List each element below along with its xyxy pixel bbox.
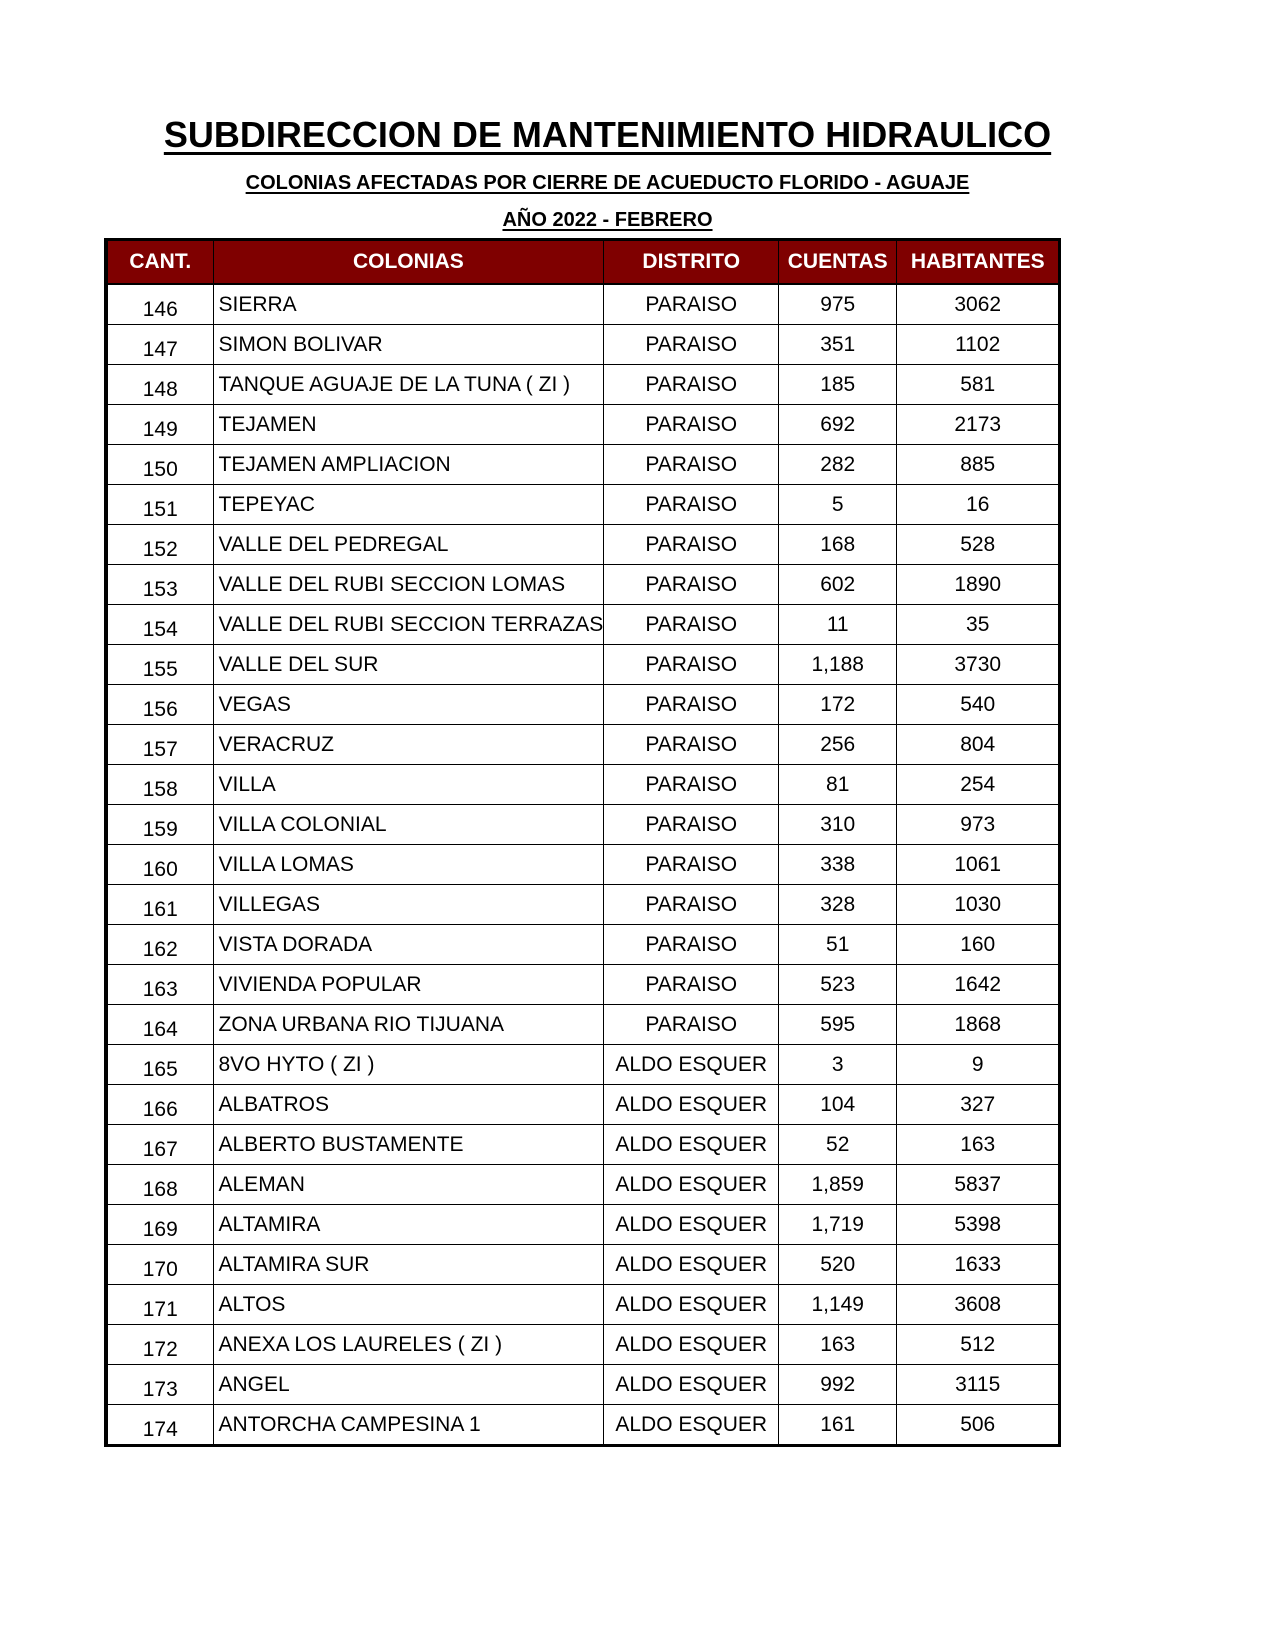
table-row — [106, 365, 1060, 405]
cell-cuentas: 1,719 — [779, 1205, 897, 1245]
cell-colonia: ALBERTO BUSTAMENTE — [213, 1125, 604, 1165]
table-row — [106, 1165, 1060, 1205]
cell-cant: 164 — [106, 1005, 213, 1045]
cell-cuentas: 5 — [779, 485, 897, 525]
table-row — [106, 1405, 1060, 1446]
cell-distrito: PARAISO — [604, 965, 779, 1005]
cell-habitantes: 512 — [897, 1325, 1060, 1365]
cell-cant: 158 — [106, 765, 213, 805]
cell-habitantes: 9 — [897, 1045, 1060, 1085]
table-row — [106, 284, 1060, 325]
table-row — [106, 565, 1060, 605]
table-row — [106, 1085, 1060, 1125]
cell-colonia: SIMON BOLIVAR — [213, 325, 604, 365]
cell-cant: 160 — [106, 845, 213, 885]
cell-cuentas: 52 — [779, 1125, 897, 1165]
cell-cant: 151 — [106, 485, 213, 525]
cell-distrito: PARAISO — [604, 365, 779, 405]
table-row — [106, 965, 1060, 1005]
cell-distrito: ALDO ESQUER — [604, 1405, 779, 1446]
cell-cant: 150 — [106, 445, 213, 485]
cell-cant: 172 — [106, 1325, 213, 1365]
cell-distrito: PARAISO — [604, 485, 779, 525]
table-row — [106, 725, 1060, 765]
column-header-colonias: COLONIAS — [213, 240, 604, 285]
cell-cant: 170 — [106, 1245, 213, 1285]
cell-colonia: VILLA LOMAS — [213, 845, 604, 885]
cell-colonia: VILLA — [213, 765, 604, 805]
cell-cuentas: 3 — [779, 1045, 897, 1085]
cell-distrito: PARAISO — [604, 525, 779, 565]
cell-habitantes: 885 — [897, 445, 1060, 485]
cell-distrito: PARAISO — [604, 565, 779, 605]
cell-colonia: VALLE DEL PEDREGAL — [213, 525, 604, 565]
cell-distrito: ALDO ESQUER — [604, 1285, 779, 1325]
cell-cuentas: 256 — [779, 725, 897, 765]
cell-cuentas: 520 — [779, 1245, 897, 1285]
table-row — [106, 1205, 1060, 1245]
cell-habitantes: 1030 — [897, 885, 1060, 925]
page-title: SUBDIRECCION DE MANTENIMIENTO HIDRAULICO — [163, 114, 1052, 155]
table-row — [106, 885, 1060, 925]
cell-cuentas: 975 — [779, 284, 897, 325]
cell-cant: 173 — [106, 1365, 213, 1405]
cell-colonia: ALTAMIRA — [213, 1205, 604, 1245]
cell-colonia: ALTOS — [213, 1285, 604, 1325]
cell-colonia: ANTORCHA CAMPESINA 1 — [213, 1405, 604, 1446]
table-row — [106, 1045, 1060, 1085]
cell-colonia: VERACRUZ — [213, 725, 604, 765]
table-row — [106, 765, 1060, 805]
cell-colonia: VIVIENDA POPULAR — [213, 965, 604, 1005]
cell-cant: 167 — [106, 1125, 213, 1165]
cell-distrito: PARAISO — [604, 885, 779, 925]
table-row — [106, 445, 1060, 485]
cell-habitantes: 163 — [897, 1125, 1060, 1165]
cell-habitantes: 3115 — [897, 1365, 1060, 1405]
table-row — [106, 405, 1060, 445]
cell-cant: 166 — [106, 1085, 213, 1125]
cell-cant: 146 — [106, 284, 213, 325]
table-row — [106, 485, 1060, 525]
cell-distrito: PARAISO — [604, 605, 779, 645]
column-header-habitantes: HABITANTES — [897, 240, 1060, 285]
cell-habitantes: 1642 — [897, 965, 1060, 1005]
colonias-table — [104, 238, 1061, 1447]
cell-colonia: ALTAMIRA SUR — [213, 1245, 604, 1285]
period-label: AÑO 2022 - FEBRERO — [502, 209, 713, 231]
cell-habitantes: 1633 — [897, 1245, 1060, 1285]
cell-cuentas: 351 — [779, 325, 897, 365]
cell-cuentas: 338 — [779, 845, 897, 885]
table-row — [106, 1325, 1060, 1365]
table-row — [106, 845, 1060, 885]
cell-distrito: ALDO ESQUER — [604, 1085, 779, 1125]
cell-habitantes: 254 — [897, 765, 1060, 805]
cell-distrito: PARAISO — [604, 405, 779, 445]
cell-colonia: VEGAS — [213, 685, 604, 725]
table-row — [106, 1285, 1060, 1325]
header-row — [106, 240, 1060, 285]
table-row — [106, 525, 1060, 565]
cell-habitantes: 973 — [897, 805, 1060, 845]
cell-cant: 148 — [106, 365, 213, 405]
cell-habitantes: 5398 — [897, 1205, 1060, 1245]
cell-habitantes: 3730 — [897, 645, 1060, 685]
cell-cuentas: 104 — [779, 1085, 897, 1125]
cell-colonia: VALLE DEL RUBI SECCION TERRAZAS — [213, 605, 604, 645]
cell-habitantes: 1890 — [897, 565, 1060, 605]
cell-cuentas: 310 — [779, 805, 897, 845]
cell-colonia: TANQUE AGUAJE DE LA TUNA ( ZI ) — [213, 365, 604, 405]
cell-cuentas: 1,149 — [779, 1285, 897, 1325]
cell-distrito: PARAISO — [604, 925, 779, 965]
cell-cuentas: 172 — [779, 685, 897, 725]
table-row — [106, 1365, 1060, 1405]
cell-distrito: PARAISO — [604, 284, 779, 325]
cell-cuentas: 1,859 — [779, 1165, 897, 1205]
cell-distrito: PARAISO — [604, 685, 779, 725]
cell-habitantes: 804 — [897, 725, 1060, 765]
cell-cant: 155 — [106, 645, 213, 685]
cell-colonia: ANGEL — [213, 1365, 604, 1405]
cell-habitantes: 2173 — [897, 405, 1060, 445]
cell-cuentas: 602 — [779, 565, 897, 605]
table-header — [106, 240, 1060, 285]
cell-cuentas: 81 — [779, 765, 897, 805]
cell-cant: 171 — [106, 1285, 213, 1325]
cell-colonia: VILLEGAS — [213, 885, 604, 925]
cell-distrito: ALDO ESQUER — [604, 1125, 779, 1165]
cell-cant: 149 — [106, 405, 213, 445]
cell-distrito: ALDO ESQUER — [604, 1205, 779, 1245]
cell-habitantes: 3608 — [897, 1285, 1060, 1325]
cell-cuentas: 523 — [779, 965, 897, 1005]
table-row — [106, 1005, 1060, 1045]
cell-cant: 163 — [106, 965, 213, 1005]
column-header-cant: CANT. — [106, 240, 213, 285]
cell-cuentas: 328 — [779, 885, 897, 925]
table-body — [106, 284, 1060, 1446]
table-row — [106, 605, 1060, 645]
cell-cuentas: 595 — [779, 1005, 897, 1045]
cell-cant: 169 — [106, 1205, 213, 1245]
cell-cant: 156 — [106, 685, 213, 725]
cell-distrito: PARAISO — [604, 325, 779, 365]
cell-colonia: ALBATROS — [213, 1085, 604, 1125]
cell-cant: 157 — [106, 725, 213, 765]
cell-distrito: PARAISO — [604, 645, 779, 685]
cell-cuentas: 692 — [779, 405, 897, 445]
cell-cant: 165 — [106, 1045, 213, 1085]
cell-distrito: ALDO ESQUER — [604, 1325, 779, 1365]
cell-distrito: ALDO ESQUER — [604, 1365, 779, 1405]
cell-cuentas: 282 — [779, 445, 897, 485]
cell-cuentas: 161 — [779, 1405, 897, 1446]
cell-habitantes: 506 — [897, 1405, 1060, 1446]
table-row — [106, 645, 1060, 685]
cell-colonia: ZONA URBANA RIO TIJUANA — [213, 1005, 604, 1045]
cell-cant: 159 — [106, 805, 213, 845]
cell-colonia: SIERRA — [213, 284, 604, 325]
cell-cant: 154 — [106, 605, 213, 645]
cell-colonia: VALLE DEL RUBI SECCION LOMAS — [213, 565, 604, 605]
table-row — [106, 325, 1060, 365]
cell-distrito: PARAISO — [604, 845, 779, 885]
cell-distrito: PARAISO — [604, 445, 779, 485]
cell-habitantes: 16 — [897, 485, 1060, 525]
cell-habitantes: 528 — [897, 525, 1060, 565]
cell-colonia: VALLE DEL SUR — [213, 645, 604, 685]
page-subtitle: COLONIAS AFECTADAS POR CIERRE DE ACUEDUCTO FLORIDO - AGUAJE — [245, 172, 970, 194]
cell-distrito: PARAISO — [604, 805, 779, 845]
cell-cuentas: 168 — [779, 525, 897, 565]
cell-distrito: ALDO ESQUER — [604, 1165, 779, 1205]
cell-distrito: ALDO ESQUER — [604, 1245, 779, 1285]
cell-cuentas: 185 — [779, 365, 897, 405]
cell-habitantes: 1868 — [897, 1005, 1060, 1045]
table-row — [106, 925, 1060, 965]
table-row — [106, 685, 1060, 725]
cell-cant: 161 — [106, 885, 213, 925]
cell-distrito: PARAISO — [604, 1005, 779, 1045]
cell-colonia: TEJAMEN AMPLIACION — [213, 445, 604, 485]
cell-cuentas: 992 — [779, 1365, 897, 1405]
cell-colonia: TEPEYAC — [213, 485, 604, 525]
cell-cant: 147 — [106, 325, 213, 365]
table-row — [106, 805, 1060, 845]
cell-habitantes: 1061 — [897, 845, 1060, 885]
cell-cuentas: 1,188 — [779, 645, 897, 685]
cell-habitantes: 581 — [897, 365, 1060, 405]
cell-cuentas: 163 — [779, 1325, 897, 1365]
cell-cuentas: 51 — [779, 925, 897, 965]
cell-distrito: PARAISO — [604, 765, 779, 805]
cell-cant: 174 — [106, 1405, 213, 1446]
cell-cant: 162 — [106, 925, 213, 965]
cell-habitantes: 5837 — [897, 1165, 1060, 1205]
cell-cant: 168 — [106, 1165, 213, 1205]
cell-habitantes: 1102 — [897, 325, 1060, 365]
table-row — [106, 1125, 1060, 1165]
cell-habitantes: 160 — [897, 925, 1060, 965]
column-header-cuentas: CUENTAS — [779, 240, 897, 285]
table-row — [106, 1245, 1060, 1285]
cell-colonia: ALEMAN — [213, 1165, 604, 1205]
cell-colonia: ANEXA LOS LAURELES ( ZI ) — [213, 1325, 604, 1365]
cell-distrito: ALDO ESQUER — [604, 1045, 779, 1085]
cell-colonia: VILLA COLONIAL — [213, 805, 604, 845]
column-header-distrito: DISTRITO — [604, 240, 779, 285]
cell-habitantes: 540 — [897, 685, 1060, 725]
cell-habitantes: 3062 — [897, 284, 1060, 325]
cell-colonia: VISTA DORADA — [213, 925, 604, 965]
cell-cant: 153 — [106, 565, 213, 605]
cell-cant: 152 — [106, 525, 213, 565]
cell-cuentas: 11 — [779, 605, 897, 645]
cell-distrito: PARAISO — [604, 725, 779, 765]
cell-colonia: 8VO HYTO ( ZI ) — [213, 1045, 604, 1085]
cell-habitantes: 327 — [897, 1085, 1060, 1125]
cell-habitantes: 35 — [897, 605, 1060, 645]
cell-colonia: TEJAMEN — [213, 405, 604, 445]
